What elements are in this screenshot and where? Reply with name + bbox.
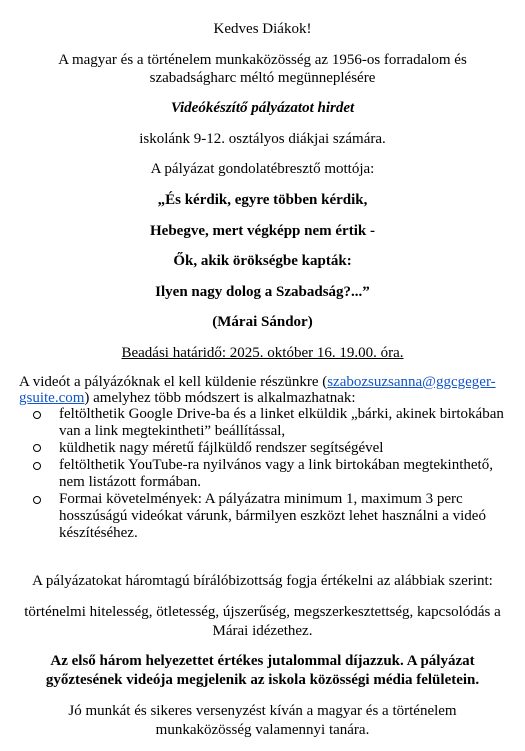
motto-author: (Márai Sándor): [212, 314, 313, 330]
competition-title: Videókészítő pályázatot hirdet: [170, 100, 355, 116]
motto-line-2: Hebegve, mert végképp nem értik -: [150, 223, 375, 239]
bullet-marker: [33, 444, 41, 452]
method-1-line-2: van a link megtekintheti” beállítással,: [59, 423, 286, 439]
bullet-marker: [33, 411, 41, 419]
bullet-marker: [33, 496, 41, 504]
method-1-line-1: feltölthetik Google Drive-ba és a linket elküldik „bárki, akinek birtokában: [59, 406, 504, 422]
intro-line-2: szabadságharc méltó megünneplésére: [149, 70, 376, 86]
email-link-continued[interactable]: gsuite.com: [19, 390, 85, 406]
method-4-line-2: hosszúságú videókat várunk, bármilyen eszközt lehet használni a videó: [59, 508, 486, 524]
motto-line-3: Ők, akik örökségbe kapták:: [173, 253, 352, 269]
method-3-line-2: nem listázott formában.: [59, 474, 202, 490]
prize-line-2: győztesének videója megjelenik az iskola közösségi média felületein.: [45, 672, 480, 688]
greeting: Kedves Diákok!: [213, 21, 312, 37]
submission-text-after: ) amelyhez több módszert is alkalmazhatnak:: [84, 390, 356, 406]
jury-line: A pályázatokat háromtagú bírálóbizottság fogja értékelni az alábbiak szerint:: [32, 573, 493, 589]
criteria-line-1: történelmi hitelesség, ötletesség, újszerűség, megszerkesztettség, kapcsolódás a: [24, 604, 501, 620]
criteria-line-2: Márai idézethez.: [212, 623, 313, 639]
method-2-line-1: küldhetik nagy méretű fájlküldő rendszer segítségével: [59, 440, 384, 456]
motto-line-1: „És kérdik, egyre többen kérdik,: [157, 192, 368, 208]
prize-line-1: Az első három helyezettet értékes jutalommal díjazzuk. A pályázat: [50, 653, 475, 669]
bullet-marker: [33, 462, 41, 470]
audience-line: iskolánk 9-12. osztályos diákjai számára.: [139, 131, 386, 147]
method-4-line-1: Formai követelmények: A pályázatra minimum 1, maximum 3 perc: [59, 491, 463, 507]
submission-text-before: A videót a pályázóknak el kell küldenie részünkre (: [19, 374, 328, 390]
motto-line-4: Ilyen nagy dolog a Szabadság?...”: [155, 284, 370, 300]
motto-label: A pályázat gondolatébresztő mottója:: [150, 161, 375, 177]
deadline: Beadási határidő: 2025. október 16. 19.00. óra.: [121, 345, 404, 361]
email-link[interactable]: szabozsuzsanna@ggcgeger-: [327, 374, 496, 390]
method-4-line-3: készítéséhez.: [59, 525, 138, 541]
method-3-line-1: feltölthetik YouTube-ra nyilvános vagy a link birtokában megtekinthető,: [59, 457, 493, 473]
intro-line-1: A magyar és a történelem munkaközösség az 1956-os forradalom és: [58, 52, 467, 68]
closing-line-2: munkaközösség valamennyi tanára.: [155, 722, 370, 738]
closing-line-1: Jó munkát és sikeres versenyzést kíván a magyar és a történelem: [68, 703, 457, 719]
